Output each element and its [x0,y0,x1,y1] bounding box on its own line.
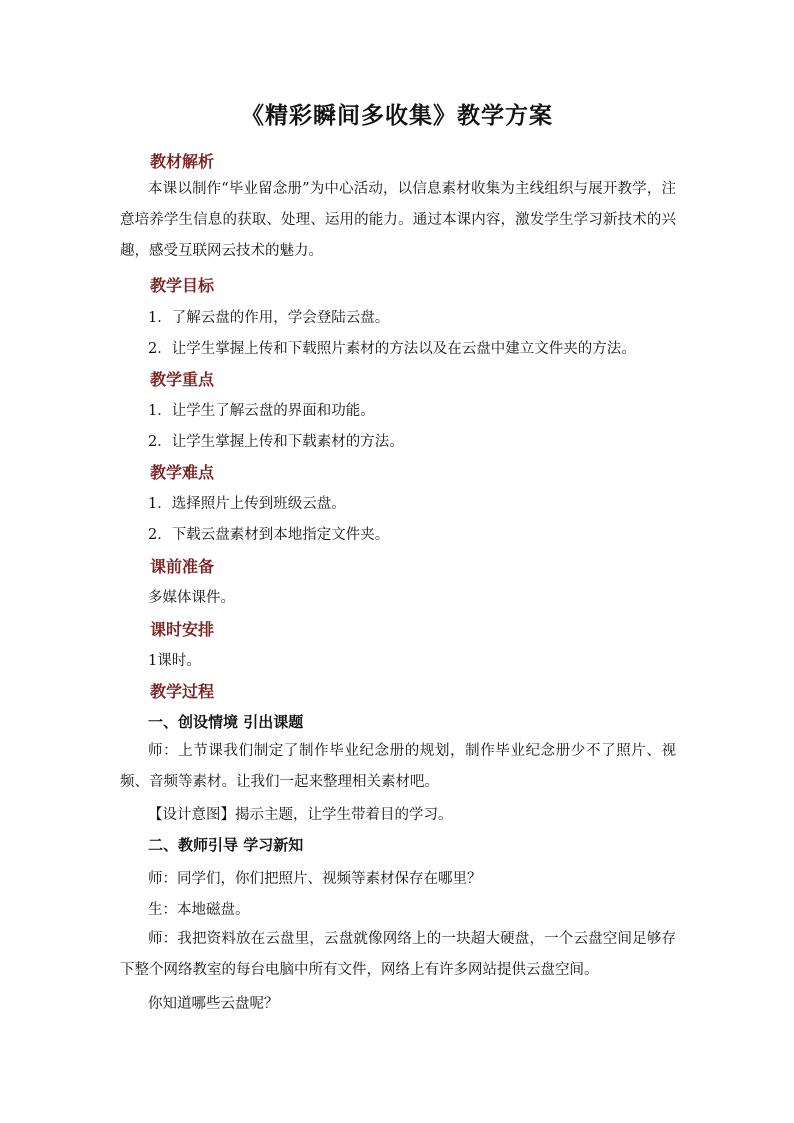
design-intent-text: 【设计意图】揭示主题，让学生带着目的学习。 [148,807,453,823]
difficulty-item-1: 1．选择照片上传到班级云盘。 [148,496,346,512]
process-step-1-text: 师：上节课我们制定了制作毕业纪念册的规划，制作毕业纪念册少不了照片、视频、音频等素材。让我们一起来整理相关素材吧。 [120,743,676,790]
objective-item-1: 1．了解云盘的作用，学会登陆云盘。 [148,310,390,326]
heading-teaching-process: 教学过程 [150,682,215,701]
process-step-2-heading: 二、教师引导 学习新知 [148,836,304,854]
document-title: 《精彩瞬间多收集》教学方案 [241,102,553,129]
objective-item-2: 2．让学生掌握上传和下载照片素材的方法以及在云盘中建立文件夹的方法。 [148,341,636,357]
heading-teaching-objectives: 教学目标 [150,276,215,295]
preparation-text: 多媒体课件。 [148,590,235,606]
teacher-question: 师：同学们，你们把照片、视频等素材保存在哪里？ [148,871,482,887]
teacher-question-2: 你知道哪些云盘呢？ [148,996,279,1012]
key-point-item-1: 1．让学生了解云盘的界面和功能。 [148,403,375,419]
textbook-analysis-paragraph: 本课以制作“毕业留念册”为中心活动，以信息素材收集为主线组织与展开教学，注意培养学生信息的获取、处理、运用的能力。通过本课内容，激发学生学习新技术的兴趣，感受互联网云技术的魅力。 [120,181,676,259]
difficulty-item-2: 2．下载云盘素材到本地指定文件夹。 [148,527,390,543]
key-point-item-2: 2．让学生掌握上传和下载素材的方法。 [148,434,404,450]
heading-key-points: 教学重点 [150,370,215,389]
process-step-1-heading: 一、创设情境 引出课题 [148,713,304,731]
heading-preparation: 课前准备 [150,557,215,576]
heading-difficulties: 教学难点 [150,463,215,482]
student-answer: 生：本地磁盘。 [148,902,250,918]
heading-schedule: 课时安排 [150,620,215,639]
teacher-explanation: 师：我把资料放在云盘里，云盘就像网络上的一块超大硬盘，一个云盘空间足够存下整个网络教室的每台电脑中所有文件，网络上有许多网站提供云盘空间。 [120,931,676,978]
schedule-text: 1课时。 [148,653,201,669]
heading-textbook-analysis: 教材解析 [150,152,215,171]
